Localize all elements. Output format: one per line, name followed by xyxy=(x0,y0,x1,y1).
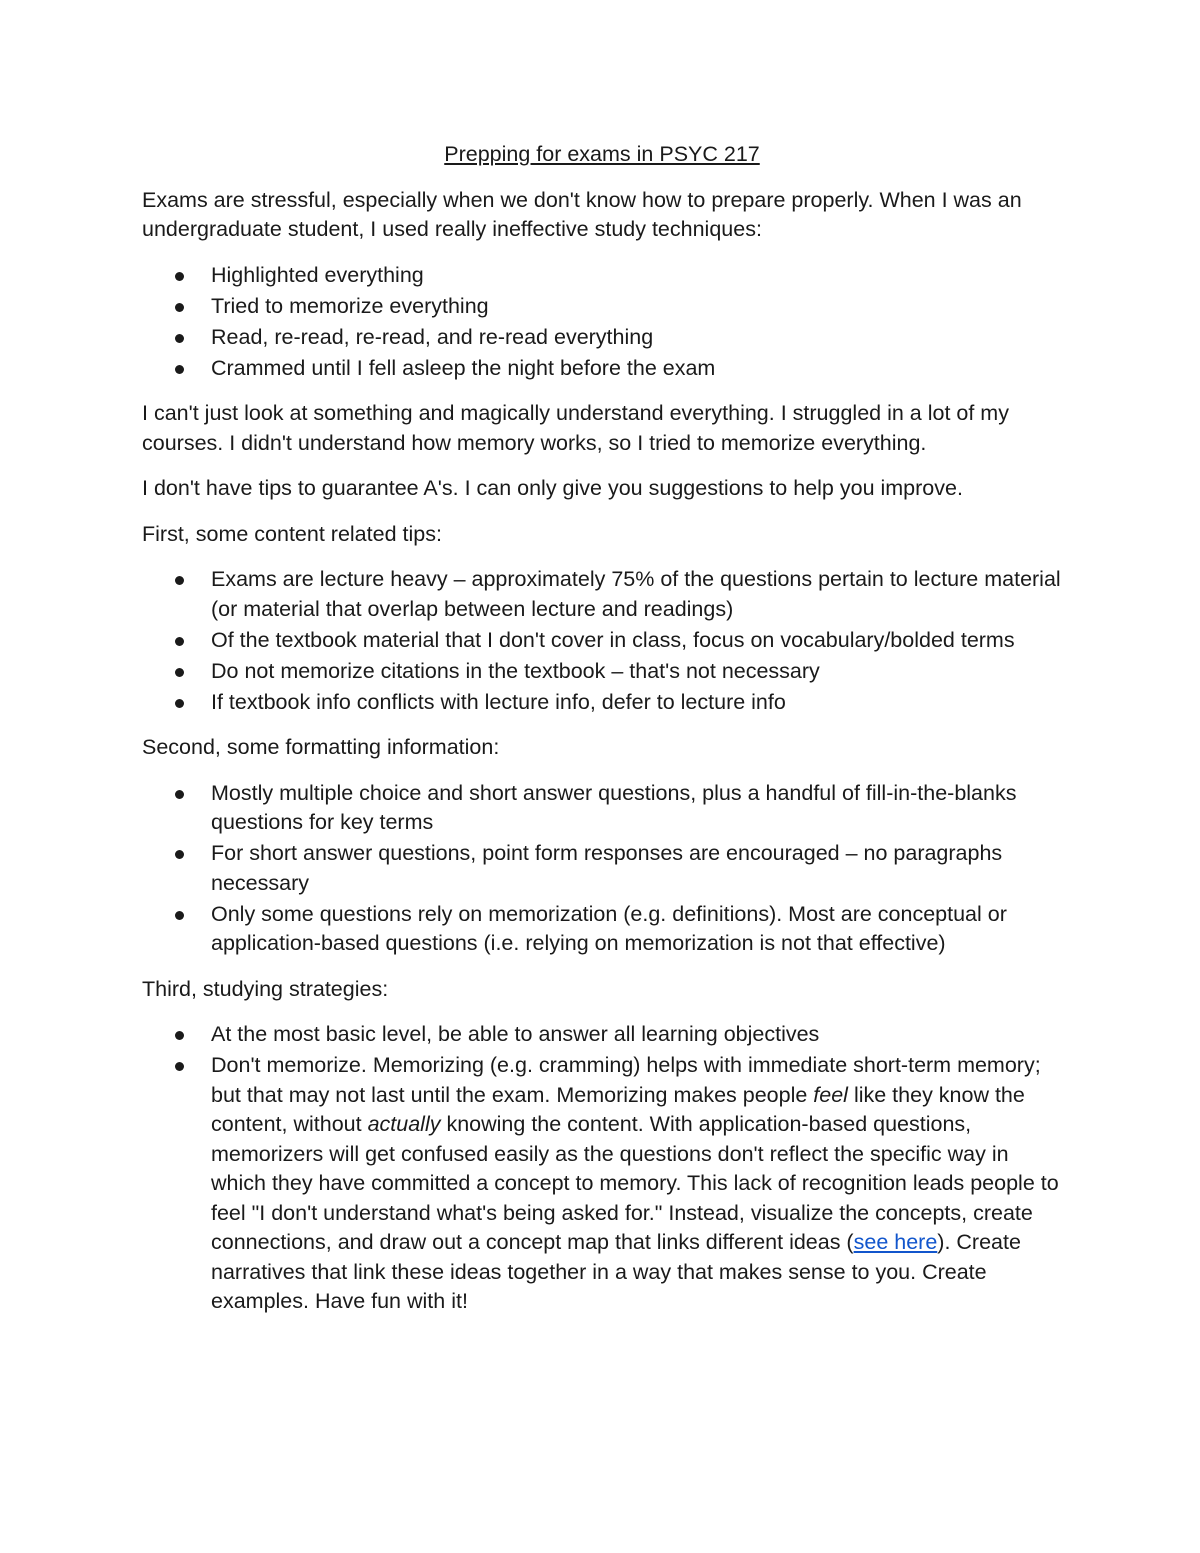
bullet-icon xyxy=(175,790,184,799)
content-tips-heading: First, some content related tips: xyxy=(142,521,442,546)
list-item: At the most basic level, be able to answer all learning objectives xyxy=(142,1020,1062,1050)
intro-paragraph: Exams are stressful, especially when we don't know how to prepare properly. When I was an undergraduate student, I used really ineffective study techniques: xyxy=(142,187,1022,241)
list-item: For short answer questions, point form responses are encouraged – no paragraphs necessary xyxy=(142,839,1062,898)
format-info-list xyxy=(142,779,1062,959)
list-item xyxy=(142,1051,1062,1317)
list-item: Of the textbook material that I don't cover in class, focus on vocabulary/bolded terms xyxy=(142,626,1062,656)
bullet-icon xyxy=(175,576,184,585)
format-info-heading: Second, some formatting information: xyxy=(142,735,500,759)
tips-paragraph: I don't have tips to guarantee A's. I can only give you suggestions to help you improve. xyxy=(142,476,963,500)
bullet-icon xyxy=(175,637,184,646)
bullet-icon xyxy=(175,1062,184,1071)
bullet-icon xyxy=(175,911,184,920)
bullet-icon xyxy=(175,272,184,281)
bullet-icon xyxy=(175,850,184,859)
emphasis-actually: actually xyxy=(367,1112,441,1136)
struggle-paragraph: I can't just look at something and magically understand everything. I struggled in a lot of my courses. I didn't understand how memory works, so I tried to memorize everything. xyxy=(142,401,1009,455)
bullet-icon xyxy=(175,668,184,677)
emphasis-feel: feel xyxy=(813,1082,848,1107)
bullet-icon xyxy=(175,303,184,312)
strategy-text-part: Don't memorize. Memorizing (e.g. cramming) helps with immediate short-term memory; but that may not last until the exam. Memorizing makes people xyxy=(211,1053,1041,1107)
list-item: Crammed until I fell asleep the night before the exam xyxy=(142,354,1062,384)
document-page xyxy=(142,140,1062,1333)
bullet-icon xyxy=(175,1031,184,1040)
strategy-text-part: like they know the content, without xyxy=(211,1082,1025,1136)
bullet-icon xyxy=(175,365,184,374)
bullet-icon xyxy=(175,699,184,708)
list-item: Highlighted everything xyxy=(142,261,1062,291)
strategy-text-part: ). Create narratives that link these ideas together in a way that makes sense to you. Create examples. Have fun with it! xyxy=(211,1230,1021,1313)
bad-techniques-list xyxy=(142,261,1062,384)
strategy-text-part: knowing the content. With application-based questions, memorizers will get confused easily as the questions don't reflect the specific way in which they have committed a concept to memory. This lack of recognition leads people to feel "I don't understand what's being asked for." Instead, visualize the concepts, create connections, and draw out a concept map that links different ideas ( xyxy=(211,1112,1059,1254)
list-item: Tried to memorize everything xyxy=(142,292,1062,322)
document-title: Prepping for exams in PSYC 217 xyxy=(444,142,760,166)
bullet-icon xyxy=(175,334,184,343)
list-item: Do not memorize citations in the textbook – that's not necessary xyxy=(142,657,1062,687)
content-tips-list xyxy=(142,565,1062,717)
strategy-list xyxy=(142,1020,1062,1317)
list-item: Only some questions rely on memorization (e.g. definitions). Most are conceptual or application-based questions (i.e. relying on memorization is not that effective) xyxy=(142,900,1062,959)
strategy-heading: Third, studying strategies: xyxy=(142,976,389,1001)
see-here-link[interactable]: see here xyxy=(853,1230,938,1254)
list-item: Read, re-read, re-read, and re-read everything xyxy=(142,323,1062,353)
list-item: If textbook info conflicts with lecture info, defer to lecture info xyxy=(142,688,1062,718)
list-item: Mostly multiple choice and short answer questions, plus a handful of fill-in-the-blanks questions for key terms xyxy=(142,779,1062,838)
list-item: Exams are lecture heavy – approximately 75% of the questions pertain to lecture material (or material that overlap between lecture and readings) xyxy=(142,565,1062,624)
